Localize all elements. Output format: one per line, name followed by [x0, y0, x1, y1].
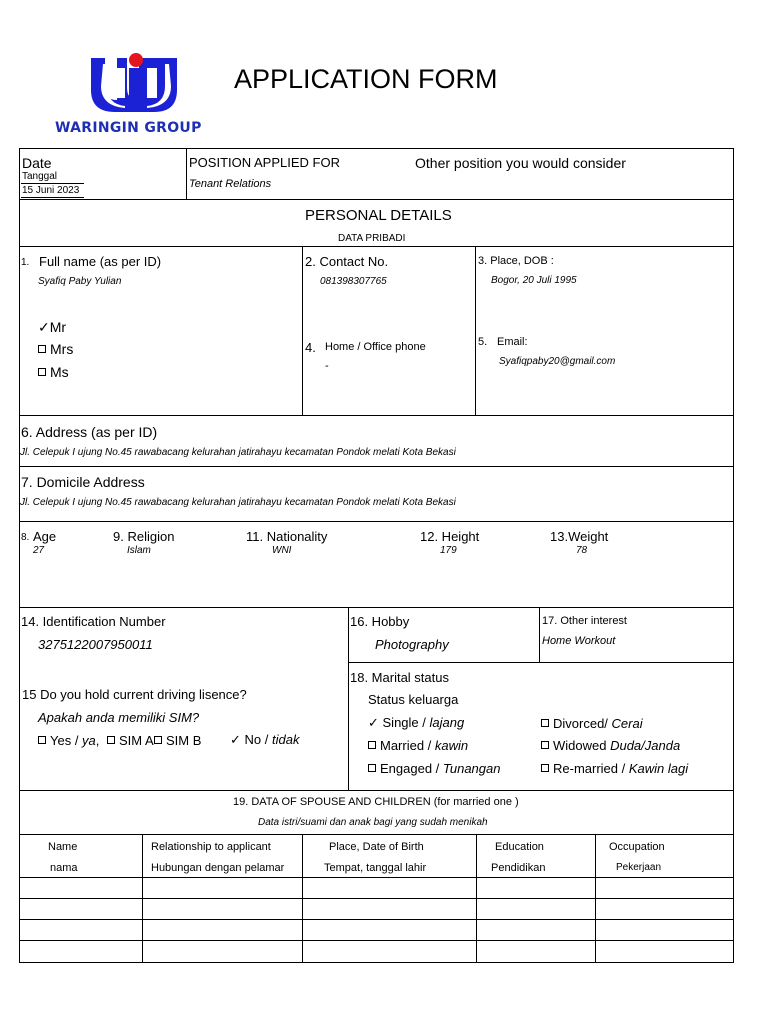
checkbox-icon	[368, 741, 376, 749]
title-mr-option[interactable]: ✓Mr	[38, 319, 67, 335]
domicile-address-value[interactable]: Jl. Celepuk I ujung No.45 rawabacang kelurahan jatirahayu kecamatan Pondok melati Kota Bekasi	[20, 497, 456, 508]
height-value[interactable]: 179	[440, 545, 457, 556]
full-name-value[interactable]: Syafiq Paby Yulian	[38, 276, 122, 287]
field-17-label: 17. Other interest	[542, 615, 627, 627]
column-header-occupation: Occupation	[609, 841, 665, 853]
field-18-sublabel: Status keluarga	[368, 692, 459, 707]
field-1-number: 1.	[21, 257, 30, 268]
column-subheader-education: Pendidikan	[491, 862, 546, 874]
check-icon: ✓	[38, 319, 50, 335]
marital-engaged-option[interactable]: Engaged / Tunangan	[368, 761, 500, 776]
table-row[interactable]	[20, 941, 733, 962]
field-18-label: 18. Marital status	[350, 670, 449, 685]
title-ms-option[interactable]: Ms	[38, 364, 69, 380]
column-header-birth: Place, Date of Birth	[329, 841, 424, 853]
position-value[interactable]: Tenant Relations	[189, 178, 272, 190]
field-9-label: 9. Religion	[113, 529, 175, 544]
field-5-number: 5.	[478, 336, 488, 348]
field-7-label: 7. Domicile Address	[21, 474, 145, 490]
section-title-personal: PERSONAL DETAILS	[305, 207, 452, 224]
checkbox-icon	[38, 736, 46, 744]
dob-value[interactable]: Bogor, 20 Juli 1995	[491, 275, 577, 286]
checkbox-icon	[541, 741, 549, 749]
field-13-label: 13.Weight	[550, 529, 609, 544]
page-title: APPLICATION FORM	[234, 64, 498, 94]
marital-widowed-option[interactable]: Widowed Duda/Janda	[541, 738, 680, 753]
checkbox-icon	[107, 736, 115, 744]
licence-yes-option[interactable]: Yes / ya,	[38, 733, 99, 748]
religion-value[interactable]: Islam	[127, 545, 151, 556]
field-15-sublabel: Apakah anda memiliki SIM?	[38, 710, 200, 725]
field-6-label: 6. Address (as per ID)	[21, 424, 158, 440]
check-icon: ✓	[230, 732, 245, 747]
field-5-label: Email:	[497, 336, 528, 348]
column-subheader-birth: Tempat, tanggal lahir	[324, 862, 427, 874]
logo-text: WARINGIN GROUP	[55, 120, 202, 136]
field-1-label: Full name (as per ID)	[39, 254, 162, 269]
date-sublabel: Tanggal	[22, 171, 58, 182]
marital-married-option[interactable]: Married / kawin	[368, 738, 468, 753]
section-title-spouse: 19. DATA OF SPOUSE AND CHILDREN (for married one )	[233, 796, 519, 808]
other-interest-value[interactable]: Home Workout	[542, 635, 616, 647]
table-row[interactable]	[20, 878, 733, 898]
position-label: POSITION APPLIED FOR	[189, 155, 340, 170]
other-position-label: Other position you would consider	[415, 155, 626, 171]
marital-single-option[interactable]: ✓ Single / lajang	[368, 715, 465, 730]
licence-no-option[interactable]: ✓ No / tidak	[230, 732, 300, 747]
field-4-label: Home / Office phone	[325, 341, 426, 353]
field-4-number: 4.	[305, 340, 316, 355]
section-subtitle-personal: DATA PRIBADI	[338, 233, 406, 244]
column-subheader-name: nama	[50, 862, 78, 874]
column-header-relationship: Relationship to applicant	[151, 841, 271, 853]
checkbox-icon	[541, 719, 549, 727]
marital-remarried-option[interactable]: Re-married / Kawin lagi	[541, 761, 688, 776]
age-value[interactable]: 27	[33, 545, 45, 556]
marital-divorced-option[interactable]: Divorced/ Cerai	[541, 716, 643, 731]
checkbox-icon	[38, 345, 46, 353]
checkbox-icon	[38, 368, 46, 376]
field-2-label: 2. Contact No.	[305, 254, 389, 269]
checkbox-icon	[368, 764, 376, 772]
contact-value[interactable]: 081398307765	[320, 276, 387, 287]
field-12-label: 12. Height	[420, 529, 480, 544]
field-14-label: 14. Identification Number	[21, 614, 166, 629]
weight-value[interactable]: 78	[576, 545, 588, 556]
email-value[interactable]: Syafiqpaby20@gmail.com	[499, 356, 616, 367]
sim-b-option[interactable]: SIM B	[154, 733, 201, 748]
id-number-value[interactable]: 3275122007950011	[38, 637, 153, 652]
field-11-label: 11. Nationality	[246, 529, 328, 544]
title-mrs-option[interactable]: Mrs	[38, 341, 73, 357]
table-row[interactable]	[20, 920, 733, 940]
field-15-label: 15 Do you hold current driving lisence?	[22, 687, 247, 702]
company-logo	[55, 50, 215, 140]
checkbox-icon	[541, 764, 549, 772]
phone-value[interactable]: -	[325, 360, 329, 372]
hobby-value[interactable]: Photography	[375, 637, 449, 652]
column-header-education: Education	[495, 841, 544, 853]
section-subtitle-spouse: Data istri/suami dan anak bagi yang sudah menikah	[258, 817, 488, 828]
column-header-name: Name	[48, 841, 78, 853]
checkbox-icon	[154, 736, 162, 744]
nationality-value[interactable]: WNI	[272, 545, 292, 556]
field-8-number: 8.	[21, 532, 30, 543]
sim-a-option[interactable]: SIM A	[107, 733, 154, 748]
field-8-label: Age	[33, 529, 57, 544]
field-16-label: 16. Hobby	[350, 614, 410, 629]
column-subheader-relationship: Hubungan dengan pelamar	[151, 862, 285, 874]
address-id-value[interactable]: Jl. Celepuk I ujung No.45 rawabacang kelurahan jatirahayu kecamatan Pondok melati Kota Bekasi	[20, 447, 456, 458]
date-label: Date	[22, 155, 52, 171]
date-value[interactable]: 15 Juni 2023	[22, 185, 80, 196]
column-subheader-occupation: Pekerjaan	[616, 862, 662, 873]
field-3-label: 3. Place, DOB :	[478, 255, 554, 267]
table-row[interactable]	[20, 899, 733, 919]
check-icon: ✓	[368, 715, 383, 730]
